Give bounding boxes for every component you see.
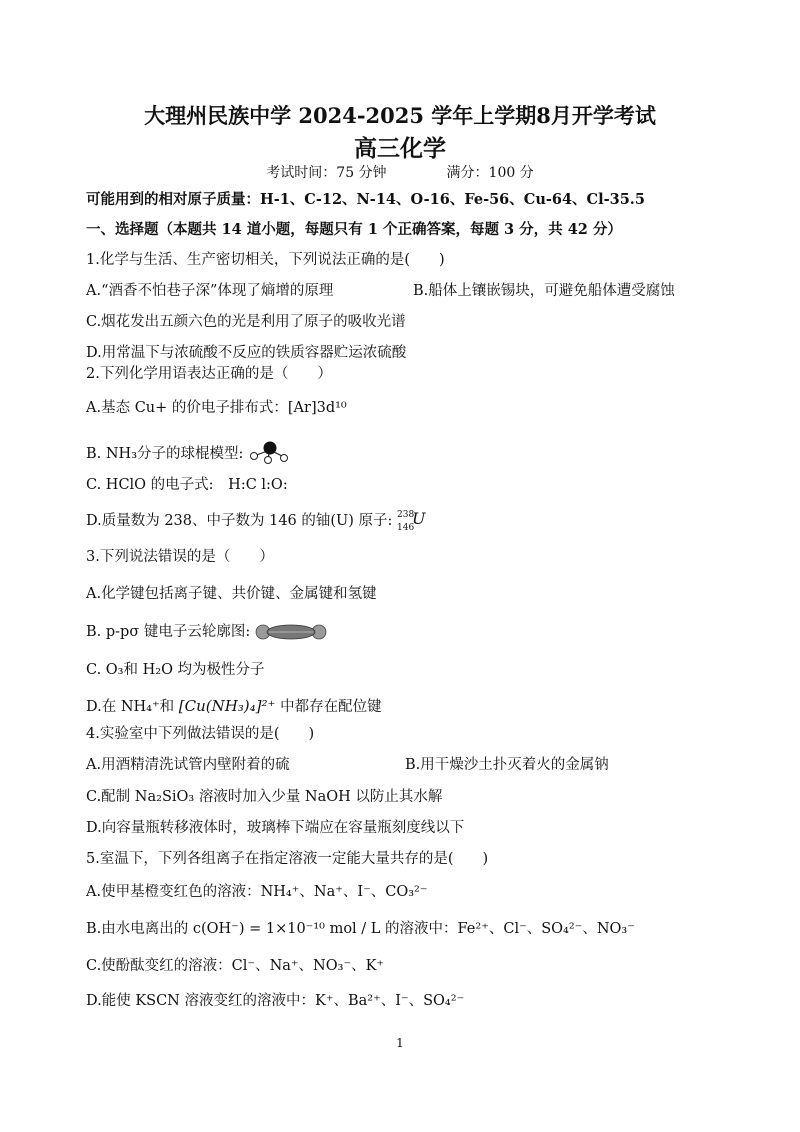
q5-option-a: A.使甲基橙变红色的溶液：NH₄⁺、Na⁺、I⁻、CO₃²⁻ — [86, 884, 428, 900]
exam-title: 大理州民族中学 2024-2025 学年上学期8月开学考试 — [144, 103, 656, 128]
q3-option-d-prefix: D.在 NH₄⁺和 — [86, 699, 175, 715]
q3-option-d — [86, 696, 382, 717]
q5-option-b: B.由水电离出的 c(OH⁻) = 1×10⁻¹⁰ mol / L 的溶液中：Fe²⁺、Cl⁻、SO₄²⁻、NO₃⁻ — [86, 921, 635, 937]
q2-option-b — [86, 440, 310, 468]
exam-info — [0, 162, 800, 182]
page-number: 1 — [396, 1036, 404, 1050]
q5-option-d: D.能使 KSCN 溶液变红的溶液中：K⁺、Ba²⁺、I⁻、SO₄²⁻ — [86, 993, 465, 1009]
q5-option-c: C.使酚酞变红的溶液：Cl⁻、Na⁺、NO₃⁻、K⁺ — [86, 958, 385, 974]
q1-stem: 1.化学与生活、生产密切相关，下列说法正确的是( ) — [86, 252, 445, 268]
q1-option-d: D.用常温下与浓硫酸不反应的铁质容器贮运浓硫酸 — [86, 345, 407, 361]
q3-stem: 3.下列说法错误的是（ ） — [86, 549, 274, 565]
q4-option-d: D.向容量瓶转移液体时，玻璃棒下端应在容量瓶刻度线以下 — [86, 820, 465, 836]
atomic-masses: 可能用到的相对原子质量：H-1、C-12、N-14、O-16、Fe-56、Cu-64、Cl-35.5 — [86, 191, 645, 208]
q3-option-c: C. O₃和 H₂O 均为极性分子 — [86, 662, 265, 678]
q4-option-c: C.配制 Na₂SiO₃ 溶液时加入少量 NaOH 以防止其水解 — [86, 789, 443, 805]
exam-score: 满分：100 分 — [446, 165, 534, 181]
q5-stem: 5.室温下，下列各组离子在指定溶液一定能大量共存的是( ) — [86, 851, 489, 867]
tetraammine-copper-ion: [Cu(NH₃)₄]²⁺ — [178, 697, 276, 715]
q2-option-c-text: C. HClO 的电子式: — [86, 477, 214, 493]
q2-option-b-text: B. NH₃分子的球棍模型: — [86, 446, 244, 462]
uranium-nuclide — [397, 511, 427, 531]
q2-stem: 2.下列化学用语表达正确的是（ ） — [86, 366, 332, 382]
sigma-bond-electron-cloud-icon — [255, 622, 327, 642]
exam-subject: 高三化学 — [354, 135, 446, 162]
q3-option-b-text: B. p-pσ 键电子云轮廓图: — [86, 624, 251, 640]
nh3-ball-stick-model-icon — [248, 440, 310, 468]
q3-option-d-suffix: 中都存在配位键 — [280, 699, 382, 715]
exam-time: 考试时间：75 分钟 — [266, 165, 387, 181]
q1-option-a: A.“酒香不怕巷子深”体现了熵增的原理 — [86, 283, 334, 299]
section-heading: 一、选择题（本题共 14 道小题，每题只有 1 个正确答案，每题 3 分，共 42 分） — [86, 221, 622, 238]
q3-option-b — [86, 622, 327, 642]
q2-option-d-text: D.质量数为 238、中子数为 146 的铀(U) 原子: — [86, 513, 393, 529]
q1-option-b: B.船体上镶嵌锡块，可避免船体遭受腐蚀 — [413, 283, 675, 299]
q2-option-d — [86, 511, 427, 531]
element-symbol: U — [412, 509, 426, 528]
q2-option-a: A.基态 Cu+ 的价电子排布式：[Ar]3d¹⁰ — [86, 400, 347, 416]
neutron-number: 146 — [397, 523, 415, 533]
mass-number: 238 — [397, 510, 415, 520]
q2-option-c — [86, 475, 288, 495]
hclo-electron-formula: H:C l:O: — [228, 477, 288, 493]
q1-option-c: C.烟花发出五颜六色的光是利用了原子的吸收光谱 — [86, 314, 406, 330]
q4-option-b: B.用干燥沙土扑灭着火的金属钠 — [405, 757, 609, 773]
q3-option-a: A.化学键包括离子键、共价键、金属键和氢键 — [86, 586, 377, 602]
q4-stem: 4.实验室中下列做法错误的是( ) — [86, 726, 315, 742]
q4-option-a: A.用酒精清洗试管内壁附着的硫 — [86, 757, 290, 773]
